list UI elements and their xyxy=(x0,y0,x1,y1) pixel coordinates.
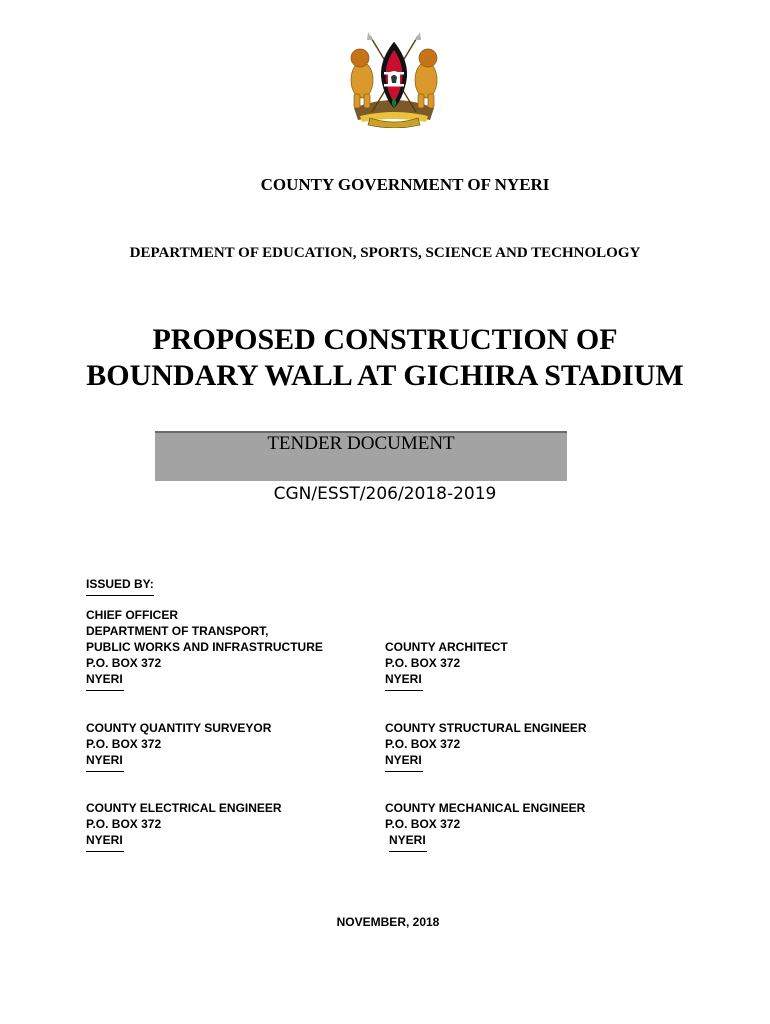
document-date: NOVEMBER, 2018 xyxy=(336,915,440,929)
issuer-line: P.O. BOX 372 xyxy=(86,656,162,670)
issuer-county-mechanical-engineer xyxy=(385,800,665,852)
issuer-line: COUNTY MECHANICAL ENGINEER xyxy=(385,801,586,815)
issuer-line: DEPARTMENT OF TRANSPORT, xyxy=(86,624,269,638)
issuer-county-electrical-engineer xyxy=(86,800,366,852)
issuer-line: P.O. BOX 372 xyxy=(385,656,461,670)
issuer-line: P.O. BOX 372 xyxy=(385,817,461,831)
issuer-line: P.O. BOX 372 xyxy=(86,817,162,831)
issuer-town: NYERI xyxy=(86,671,124,691)
issuer-line: COUNTY STRUCTURAL ENGINEER xyxy=(385,721,587,735)
issuer-line: CHIEF OFFICER xyxy=(86,608,178,622)
issuer-county-architect xyxy=(385,639,665,691)
issuer-county-structural-engineer xyxy=(385,720,665,772)
project-title xyxy=(0,322,770,394)
tender-document-label: TENDER DOCUMENT xyxy=(267,433,455,454)
issuer-county-quantity-surveyor xyxy=(86,720,366,772)
issuer-town: NYERI xyxy=(389,832,427,852)
issued-by-heading: ISSUED BY: xyxy=(86,576,154,596)
issuer-line: COUNTY QUANTITY SURVEYOR xyxy=(86,721,272,735)
issuer-line: PUBLIC WORKS AND INFRASTRUCTURE xyxy=(86,640,323,654)
project-title-line-1: PROPOSED CONSTRUCTION OF xyxy=(152,323,618,356)
coat-of-arms-emblem xyxy=(340,28,448,128)
issuer-chief-officer xyxy=(86,607,366,691)
issuer-line: P.O. BOX 372 xyxy=(86,737,162,751)
issuer-town: NYERI xyxy=(385,752,423,772)
issuer-town: NYERI xyxy=(86,832,124,852)
issuer-town: NYERI xyxy=(385,671,423,691)
project-title-line-2: BOUNDARY WALL AT GICHIRA STADIUM xyxy=(86,359,684,392)
department-title: DEPARTMENT OF EDUCATION, SPORTS, SCIENCE AND TECHNOLOGY xyxy=(129,245,641,261)
issuer-line: P.O. BOX 372 xyxy=(385,737,461,751)
county-title: COUNTY GOVERNMENT OF NYERI xyxy=(260,175,550,194)
issuer-town: NYERI xyxy=(86,752,124,772)
issuer-line: COUNTY ELECTRICAL ENGINEER xyxy=(86,801,282,815)
tender-reference-number: CGN/ESST/206/2018-2019 xyxy=(273,484,497,504)
issuer-line: COUNTY ARCHITECT xyxy=(385,640,508,654)
